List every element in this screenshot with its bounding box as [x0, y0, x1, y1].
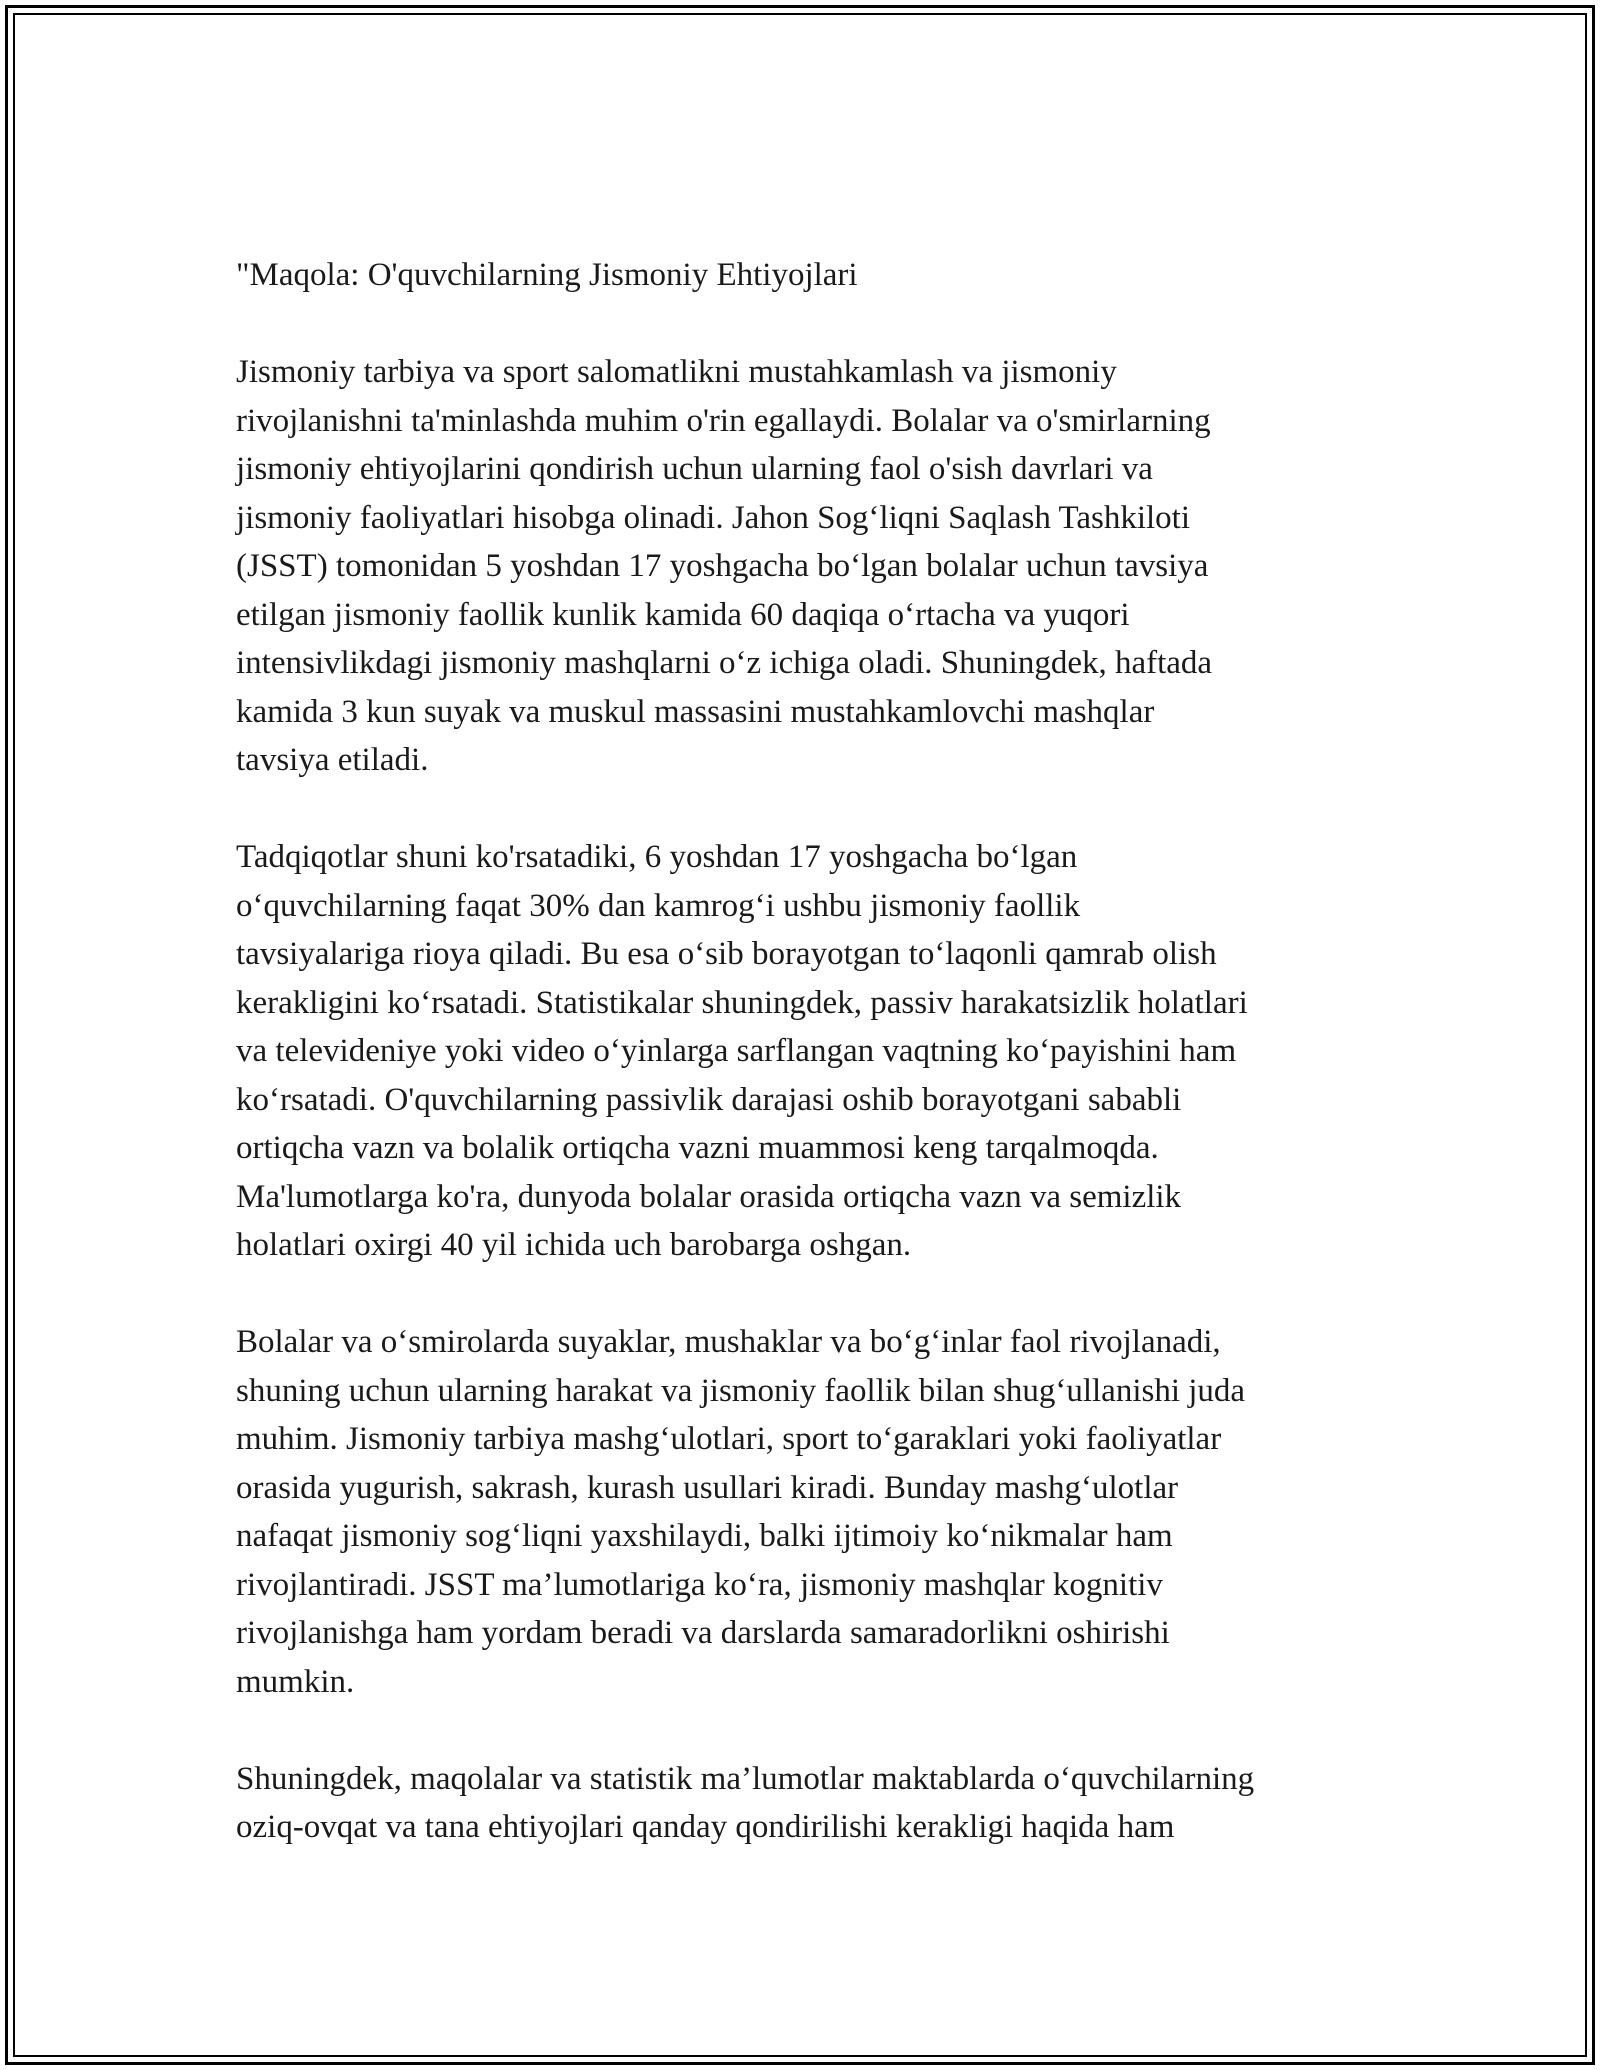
- text-line: mumkin.: [236, 1663, 355, 1700]
- text-line: nafaqat jismoniy sog‘liqni yaxshilaydi, balki ijtimoiy ko‘nikmalar ham: [236, 1518, 1173, 1554]
- paragraph-1: [236, 348, 1386, 785]
- text-line: Tadqiqotlar shuni ko'rsatadiki, 6 yoshdan 17 yoshgacha bo‘lgan: [236, 839, 1078, 875]
- text-line: tavsiyalariga rioya qiladi. Bu esa o‘sib borayotgan to‘laqonli qamrab olish: [236, 936, 1217, 972]
- paragraph-2: [236, 833, 1386, 1270]
- paragraph-4: [236, 1755, 1386, 1852]
- text-line: (JSST) tomonidan 5 yoshdan 17 yoshgacha bo‘lgan bolalar uchun tavsiya: [236, 548, 1209, 584]
- text-line: intensivlikdagi jismoniy mashqlarni o‘z ichiga oladi. Shuningdek, haftada: [236, 645, 1213, 681]
- text-line: etilgan jismoniy faollik kunlik kamida 60 daqiqa o‘rtacha va yuqori: [236, 596, 1130, 633]
- text-line: oziq-ovqat va tana ehtiyojlari qanday qondirilishi kerakligi haqida ham: [236, 1809, 1175, 1845]
- text-line: shuning uchun ularning harakat va jismoniy faollik bilan shug‘ullanishi juda: [236, 1372, 1246, 1409]
- text-line: o‘quvchilarning faqat 30% dan kamrog‘i ushbu jismoniy faollik: [236, 887, 1081, 924]
- text-line: Bolalar va o‘smirolarda suyaklar, mushaklar va bo‘g‘inlar faol rivojlanadi,: [236, 1324, 1221, 1360]
- text-line: va televideniye yoki video o‘yinlarga sarflangan vaqtning ko‘payishini ham: [236, 1033, 1237, 1069]
- text-line: rivojlanishni ta'minlashda muhim o'rin egallaydi. Bolalar va o'smirlarning: [236, 402, 1211, 439]
- text-line: ko‘rsatadi. O'quvchilarning passivlik darajasi oshib borayotgani sababli: [236, 1081, 1182, 1118]
- text-line: rivojlanishga ham yordam beradi va darslarda samaradorlikni oshirishi: [236, 1615, 1170, 1651]
- paragraph-3: [236, 1318, 1386, 1706]
- text-line: holatlari oxirgi 40 yil ichida uch barobarga oshgan.: [236, 1227, 912, 1263]
- text-line: ortiqcha vazn va bolalik ortiqcha vazni muammosi keng tarqalmoqda.: [236, 1130, 1159, 1166]
- text-line: orasida yugurish, sakrash, kurash usullari kiradi. Bunday mashg‘ulotlar: [236, 1469, 1179, 1506]
- text-line: Shuningdek, maqolalar va statistik ma’lumotlar maktablarda o‘quvchilarning: [236, 1760, 1255, 1797]
- document-title: "Maqola: O'quvchilarning Jismoniy Ehtiyojlari: [236, 257, 858, 293]
- document-body: [236, 251, 1386, 1852]
- text-line: Jismoniy tarbiya va sport salomatlikni mustahkamlash va jismoniy: [236, 354, 1117, 390]
- text-line: rivojlantiradi. JSST ma’lumotlariga ko‘ra, jismoniy mashqlar kognitiv: [236, 1566, 1163, 1603]
- text-line: muhim. Jismoniy tarbiya mashg‘ulotlari, sport to‘garaklari yoki faoliyatlar: [236, 1421, 1222, 1457]
- text-line: jismoniy ehtiyojlarini qondirish uchun ularning faol o'sish davrlari va: [236, 451, 1153, 487]
- text-line: jismoniy faoliyatlari hisobga olinadi. Jahon Sog‘liqni Saqlash Tashkiloti: [236, 499, 1191, 536]
- text-line: kerakligini ko‘rsatadi. Statistikalar shuningdek, passiv harakatsizlik holatlari: [236, 984, 1248, 1021]
- text-line: kamida 3 kun suyak va muskul massasini mustahkamlovchi mashqlar: [236, 693, 1155, 730]
- text-line: tavsiya etiladi.: [236, 742, 429, 778]
- text-line: Ma'lumotlarga ko'ra, dunyoda bolalar orasida ortiqcha vazn va semizlik: [236, 1178, 1182, 1215]
